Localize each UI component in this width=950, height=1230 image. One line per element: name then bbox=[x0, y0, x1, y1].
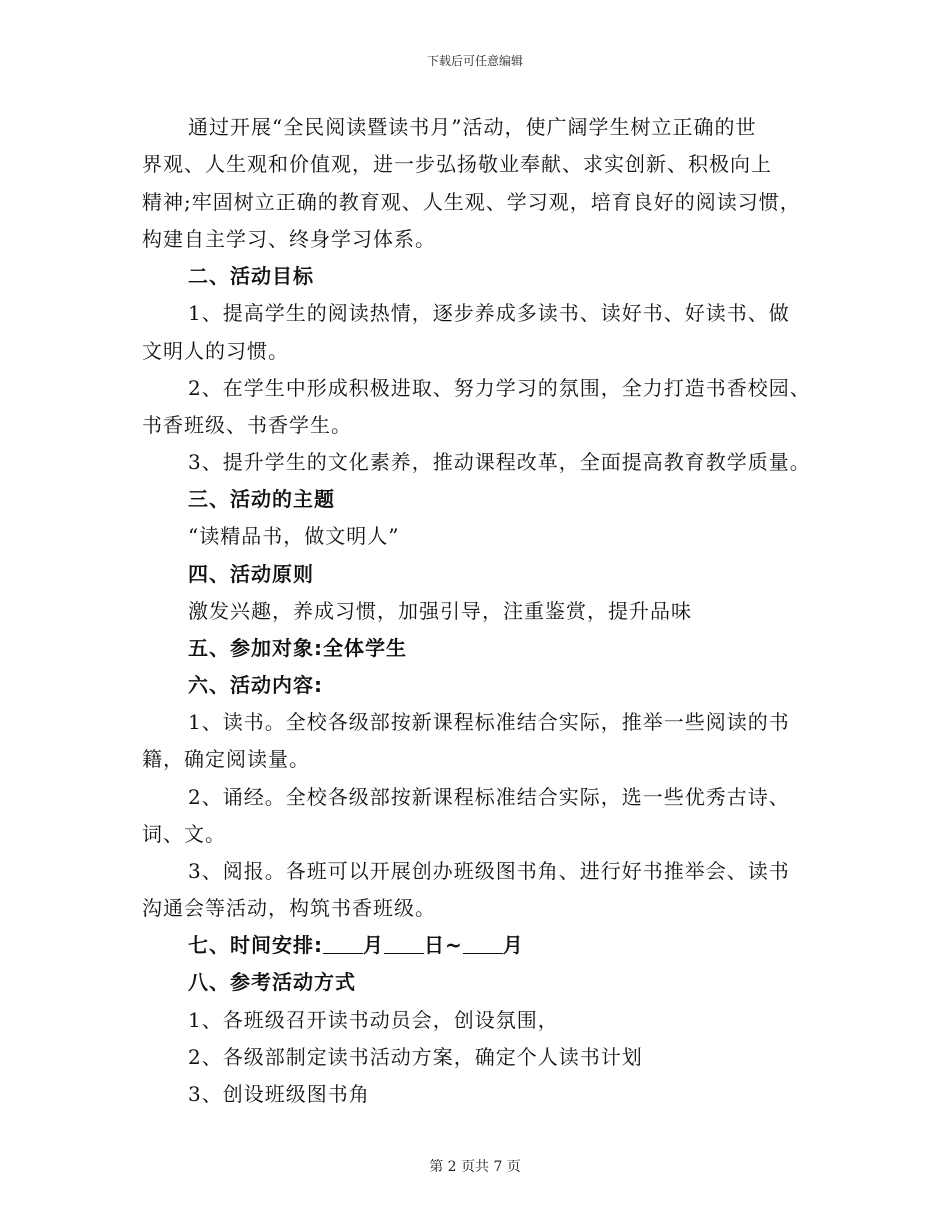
paragraph-line: 籍，确定阅读量。 bbox=[142, 747, 310, 771]
paragraph-line: 精神;牢固树立正确的教育观、人生观、学习观，培育良好的阅读习惯， bbox=[142, 190, 801, 214]
paragraph-line: 3、阅报。各班可以开展创办班级图书角、进行好书推举会、读书 bbox=[188, 859, 790, 883]
section-heading: 八、参考活动方式 bbox=[188, 970, 356, 994]
paragraph-line: 界观、人生观和价值观，进一步弘扬敬业奉献、求实创新、积极向上 bbox=[142, 152, 772, 176]
schedule-day: 日~ bbox=[424, 933, 463, 957]
paragraph-line: 沟通会等活动，构筑书香班级。 bbox=[142, 896, 436, 920]
month-end-blank bbox=[463, 935, 503, 954]
theme-text: “读精品书，做文明人” bbox=[188, 524, 400, 548]
paragraph-line: 词、文。 bbox=[142, 822, 226, 846]
paragraph-line: 1、各班级召开读书动员会，创设氛围， bbox=[188, 1008, 559, 1032]
page-footer: 第 2 页共 7 页 bbox=[429, 1159, 521, 1175]
section-heading: 六、活动内容: bbox=[188, 673, 323, 697]
paragraph-line: 构建自主学习、终身学习体系。 bbox=[142, 227, 436, 251]
schedule-month-end: 月 bbox=[502, 933, 524, 957]
page-header: 下载后可任意编辑 bbox=[426, 54, 523, 68]
paragraph-line: 3、创设班级图书角 bbox=[188, 1082, 370, 1106]
paragraph-line: 激发兴趣，养成习惯，加强引导，注重鉴赏，提升品味 bbox=[188, 599, 692, 623]
paragraph-line: 2、诵经。全校各级部按新课程标准结合实际，选一些优秀古诗、 bbox=[188, 785, 790, 809]
section-heading: 四、活动原则 bbox=[188, 562, 314, 586]
paragraph-line: 2、各级部制定读书活动方案，确定个人读书计划 bbox=[188, 1045, 643, 1069]
paragraph-line: 文明人的习惯。 bbox=[142, 339, 289, 363]
schedule-month-start: 月 bbox=[363, 933, 384, 957]
paragraph-line: 3、提升学生的文化素养，推动课程改革，全面提高教育教学质量。 bbox=[188, 450, 811, 474]
schedule-label: 七、时间安排: bbox=[188, 933, 323, 957]
paragraph-line: 1、读书。全校各级部按新课程标准结合实际，推举一些阅读的书 bbox=[188, 710, 790, 734]
section-heading: 二、活动目标 bbox=[188, 264, 314, 288]
month-blank bbox=[323, 935, 363, 954]
schedule-heading bbox=[188, 932, 524, 958]
section-heading: 五、参加对象:全体学生 bbox=[188, 636, 407, 660]
day-blank bbox=[384, 935, 424, 954]
paragraph-line: 2、在学生中形成积极进取、努力学习的氛围，全力打造书香校园、 bbox=[188, 376, 811, 400]
paragraph-line: 通过开展“全民阅读暨读书月”活动，使广阔学生树立正确的世 bbox=[188, 115, 757, 139]
paragraph-line: 书香班级、书香学生。 bbox=[142, 413, 352, 437]
paragraph-line: 1、提高学生的阅读热情，逐步养成多读书、读好书、好读书、做 bbox=[188, 301, 790, 325]
section-heading: 三、活动的主题 bbox=[188, 487, 335, 511]
